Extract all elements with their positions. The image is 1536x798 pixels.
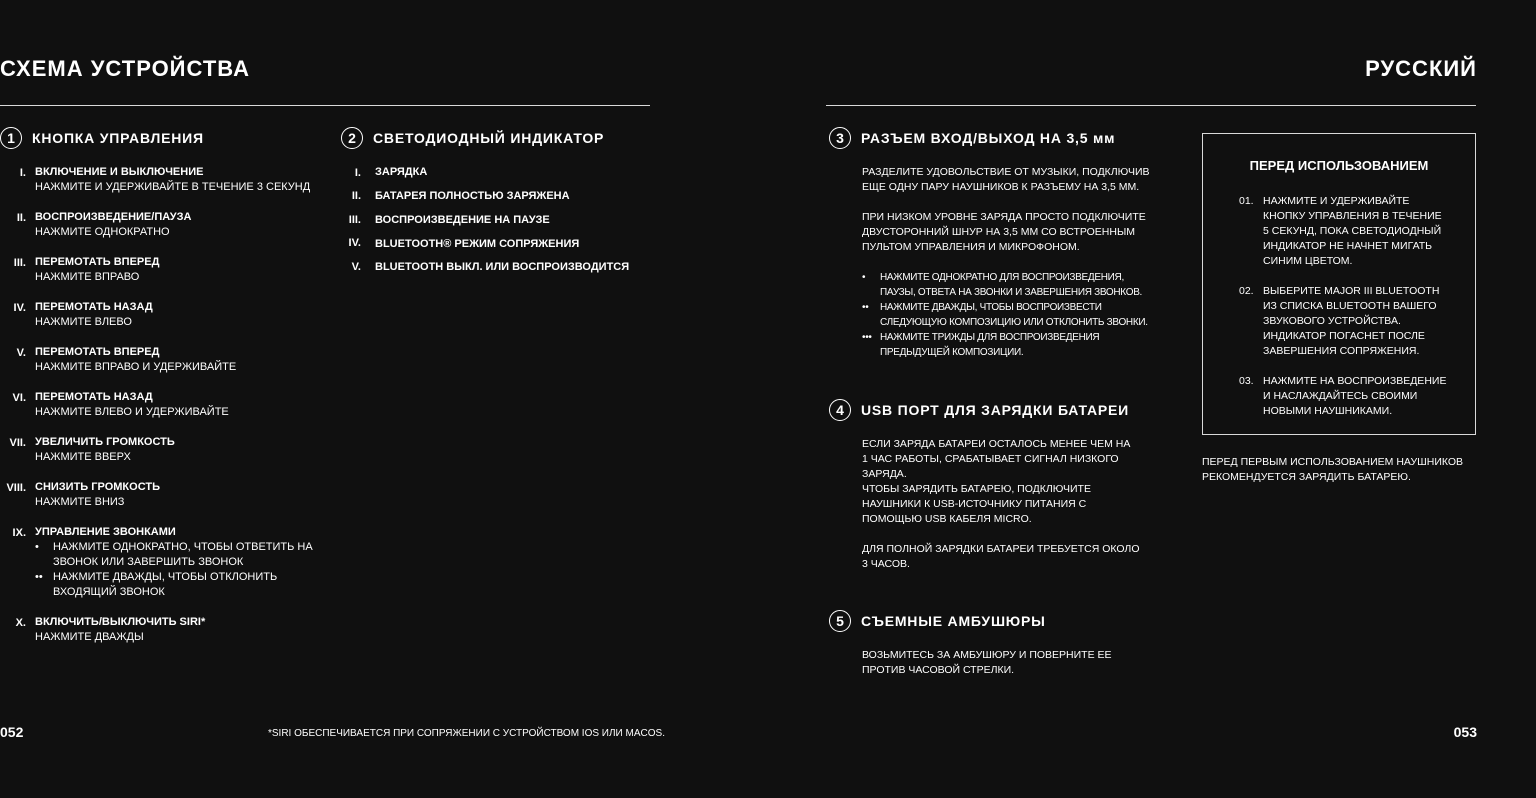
list-item [35,300,153,330]
page-number-left: 052 [0,724,24,740]
usb-paragraph-2 [862,542,1162,572]
item-numeral: VI. [12,392,26,404]
bullet-line: ЗВОНОК ИЛИ ЗАВЕРШИТЬ ЗВОНОК [53,556,244,568]
list-item [35,345,236,375]
text-line: КНОПКУ УПРАВЛЕНИЯ В ТЕЧЕНИЕ [1263,210,1442,222]
bullet-line: ВХОДЯЩИЙ ЗВОНОК [53,586,165,598]
text-line: ЕСЛИ ЗАРЯДА БАТАРЕИ ОСТАЛОСЬ МЕНЕЕ ЧЕМ НА [862,438,1131,450]
section-earpads-header [829,610,1046,632]
item-numeral: II. [351,190,361,202]
text-line: РЕКОМЕНДУЕТСЯ ЗАРЯДИТЬ БАТАРЕЮ. [1202,471,1411,483]
list-item: BLUETOOTH ВЫКЛ. ИЛИ ВОСПРОИЗВОДИТСЯ [375,261,630,273]
text-line: РАЗДЕЛИТЕ УДОВОЛЬСТВИЕ ОТ МУЗЫКИ, ПОДКЛЮЧИВ [862,166,1150,178]
bullet-line: ПРЕДЫДУЩЕЙ КОМПОЗИЦИИ. [880,347,1024,358]
item-text: НАЖМИТЕ ВЛЕВО [35,316,132,328]
item-heading: ВКЛЮЧИТЬ/ВЫКЛЮЧИТЬ SIRI* [35,616,206,628]
step-item [1239,284,1469,359]
list-item [35,615,205,645]
item-text: НАЖМИТЕ ВВЕРХ [35,451,131,463]
text-line: ПЕРЕД ПЕРВЫМ ИСПОЛЬЗОВАНИЕМ НАУШНИКОВ [1202,456,1464,468]
item-heading: УПРАВЛЕНИЕ ЗВОНКАМИ [35,526,176,538]
bullet-line: СЛЕДУЮЩУЮ КОМПОЗИЦИЮ ИЛИ ОТКЛОНИТЬ ЗВОНКИ. [880,317,1148,328]
text-line: НАУШНИКИ К USB-ИСТОЧНИКУ ПИТАНИЯ С [862,498,1087,510]
text-line: НАЖМИТЕ И УДЕРЖИВАЙТЕ [1263,195,1410,207]
item-numeral: II. [16,212,26,224]
text-line: ПУЛЬТОМ УПРАВЛЕНИЯ И МИКРОФОНОМ. [862,241,1080,253]
bullet-mark: ••• [862,332,872,343]
item-numeral: IV. [348,237,361,249]
section-title-control-button: КНОПКА УПРАВЛЕНИЯ [32,130,204,146]
bullet-line: НАЖМИТЕ ДВАЖДЫ, ЧТОБЫ ВОСПРОИЗВЕСТИ [880,302,1102,313]
bullet-mark: • [862,272,866,283]
item-text: НАЖМИТЕ ВПРАВО [35,271,140,283]
bullet-item [35,540,320,570]
divider-left [0,105,650,106]
bullet-mark: •• [862,302,869,313]
item-heading: ПЕРЕМОТАТЬ ВПЕРЕД [35,256,160,268]
item-heading: ВКЛЮЧЕНИЕ И ВЫКЛЮЧЕНИЕ [35,166,204,178]
item-text: НАЖМИТЕ ВНИЗ [35,496,125,508]
section-number-2: 2 [341,127,363,149]
item-heading: УВЕЛИЧИТЬ ГРОМКОСТЬ [35,436,175,448]
item-numeral: IV. [13,302,26,314]
bullet-line: НАЖМИТЕ ОДНОКРАТНО ДЛЯ ВОСПРОИЗВЕДЕНИЯ, [880,272,1124,283]
text-line: ЗАВЕРШЕНИЯ СОПРЯЖЕНИЯ. [1263,345,1420,357]
section-title-usb: USB ПОРТ ДЛЯ ЗАРЯДКИ БАТАРЕИ [861,402,1130,418]
list-item: ЗАРЯДКА [375,166,428,178]
text-line: ПРИ НИЗКОМ УРОВНЕ ЗАРЯДА ПРОСТО ПОДКЛЮЧИТЕ [862,211,1146,223]
item-text: НАЖМИТЕ ОДНОКРАТНО [35,226,170,238]
divider-right [826,105,1476,106]
text-line: НАЖМИТЕ НА ВОСПРОИЗВЕДЕНИЕ [1263,375,1447,387]
text-line: ВОЗЬМИТЕСЬ ЗА АМБУШЮРУ И ПОВЕРНИТЕ ЕЕ [862,649,1112,661]
section-number-1: 1 [0,127,22,149]
item-numeral: IX. [12,527,26,539]
bullet-item [862,270,1152,300]
text-line: ЗВУКОВОГО УСТРОЙСТВА. [1263,315,1401,327]
page-title-right: РУССКИЙ [1365,56,1477,81]
list-item-calls [35,525,320,600]
list-item [35,165,310,195]
bullet-item [862,330,1152,360]
text-line: ИЗ СПИСКА BLUETOOTH ВАШЕГО [1263,300,1437,312]
bullet-line: НАЖМИТЕ ДВАЖДЫ, ЧТОБЫ ОТКЛОНИТЬ [53,571,278,583]
section-number-5: 5 [829,610,851,632]
section-usb-header [829,399,1129,421]
bullet-line: ПАУЗЫ, ОТВЕТА НА ЗВОНКИ И ЗАВЕРШЕНИЯ ЗВОНКОВ. [880,287,1143,298]
jack-bullets [862,270,1152,360]
section-title-earpads: СЪЕМНЫЕ АМБУШЮРЫ [861,613,1046,629]
list-item [35,390,229,420]
item-heading: ВОСПРОИЗВЕДЕНИЕ/ПАУЗА [35,211,192,223]
item-numeral: III. [13,257,26,269]
item-numeral: X. [15,617,26,629]
item-numeral: I. [19,167,26,179]
section-title-led-indicator: СВЕТОДИОДНЫЙ ИНДИКАТОР [373,130,605,146]
list-item [35,210,191,240]
item-numeral: III. [348,214,361,226]
section-title-jack: РАЗЪЕМ ВХОД/ВЫХОД НА 3,5 мм [861,130,1116,146]
text-line: 5 СЕКУНД, ПОКА СВЕТОДИОДНЫЙ [1263,225,1442,237]
step-number: 02. [1239,285,1254,297]
section-led-indicator-header [341,127,604,149]
item-heading: СНИЗИТЬ ГРОМКОСТЬ [35,481,160,493]
text-line: ДВУСТОРОННИЙ ШНУР НА 3,5 ММ СО ВСТРОЕННЫМ [862,226,1136,238]
item-numeral: VII. [9,437,26,449]
jack-paragraph-2 [862,210,1162,255]
text-line: 1 ЧАС РАБОТЫ, СРАБАТЫВАЕТ СИГНАЛ НИЗКОГО [862,453,1119,465]
text-line: ЗАРЯДА. [862,468,907,480]
item-numeral: I. [354,167,361,179]
before-use-box [1202,133,1476,435]
list-item: BLUETOOTH® РЕЖИМ СОПРЯЖЕНИЯ [375,238,580,250]
item-text: НАЖМИТЕ ВЛЕВО И УДЕРЖИВАЙТЕ [35,406,229,418]
step-number: 01. [1239,195,1254,207]
text-line: ДЛЯ ПОЛНОЙ ЗАРЯДКИ БАТАРЕИ ТРЕБУЕТСЯ ОКОЛО [862,543,1140,555]
before-use-title: ПЕРЕД ИСПОЛЬЗОВАНИЕМ [1249,158,1429,173]
text-line: ЕЩЕ ОДНУ ПАРУ НАУШНИКОВ К РАЗЪЕМУ НА 3,5 ММ. [862,181,1140,193]
bullet-item [862,300,1152,330]
section-jack-header [829,127,1115,149]
text-line: СИНИМ ЦВЕТОМ. [1263,255,1353,267]
list-item [35,255,159,285]
text-line: И НАСЛАЖДАЙТЕСЬ СВОИМИ [1263,390,1418,402]
earpads-paragraph [862,648,1162,678]
page-number-right: 053 [1453,724,1477,740]
step-number: 03. [1239,375,1254,387]
usb-paragraph-1 [862,437,1162,527]
text-line: ИНДИКАТОР ПОГАСНЕТ ПОСЛЕ [1263,330,1425,342]
item-text: НАЖМИТЕ ВПРАВО И УДЕРЖИВАЙТЕ [35,361,237,373]
item-numeral: V. [16,347,26,359]
item-heading: ПЕРЕМОТАТЬ ВПЕРЕД [35,346,160,358]
item-text: НАЖМИТЕ И УДЕРЖИВАЙТЕ В ТЕЧЕНИЕ 3 СЕКУНД [35,181,311,193]
list-item: БАТАРЕЯ ПОЛНОСТЬЮ ЗАРЯЖЕНА [375,190,570,202]
item-heading: ПЕРЕМОТАТЬ НАЗАД [35,391,153,403]
bullet-mark: •• [35,571,43,583]
jack-paragraph-1 [862,165,1162,195]
bullet-line: НАЖМИТЕ ТРИЖДЫ ДЛЯ ВОСПРОИЗВЕДЕНИЯ [880,332,1100,343]
step-item [1239,374,1469,419]
list-item [35,435,175,465]
text-line: ВЫБЕРИТЕ MAJOR III BLUETOOTH [1263,285,1440,297]
footnote: *SIRI ОБЕСПЕЧИВАЕТСЯ ПРИ СОПРЯЖЕНИИ С УСТРОЙСТВОМ IOS ИЛИ MACOS. [268,728,665,739]
bullet-item [35,570,320,600]
bullet-mark: • [35,541,39,553]
item-numeral: VIII. [6,482,26,494]
item-text: НАЖМИТЕ ДВАЖДЫ [35,631,144,643]
before-use-steps [1239,194,1469,419]
text-line: ЧТОБЫ ЗАРЯДИТЬ БАТАРЕЮ, ПОДКЛЮЧИТЕ [862,483,1091,495]
text-line: ПОМОЩЬЮ USB КАБЕЛЯ MICRO. [862,513,1032,525]
text-line: ИНДИКАТОР НЕ НАЧНЕТ МИГАТЬ [1263,240,1433,252]
section-number-4: 4 [829,399,851,421]
text-line: 3 ЧАСОВ. [862,558,910,570]
led-indicator-list [335,165,635,285]
item-numeral: V. [351,261,361,273]
section-control-button-header [0,127,204,149]
page-title-left: СХЕМА УСТРОЙСТВА [0,56,250,81]
text-line: НОВЫМИ НАУШНИКАМИ. [1263,405,1393,417]
item-heading: ПЕРЕМОТАТЬ НАЗАД [35,301,153,313]
charge-note [1202,455,1476,485]
section-number-3: 3 [829,127,851,149]
list-item [35,480,160,510]
control-button-list [0,165,320,655]
text-line: ПРОТИВ ЧАСОВОЙ СТРЕЛКИ. [862,664,1015,676]
bullet-line: НАЖМИТЕ ОДНОКРАТНО, ЧТОБЫ ОТВЕТИТЬ НА [53,541,313,553]
step-item [1239,194,1469,269]
list-item: ВОСПРОИЗВЕДЕНИЕ НА ПАУЗЕ [375,214,550,226]
